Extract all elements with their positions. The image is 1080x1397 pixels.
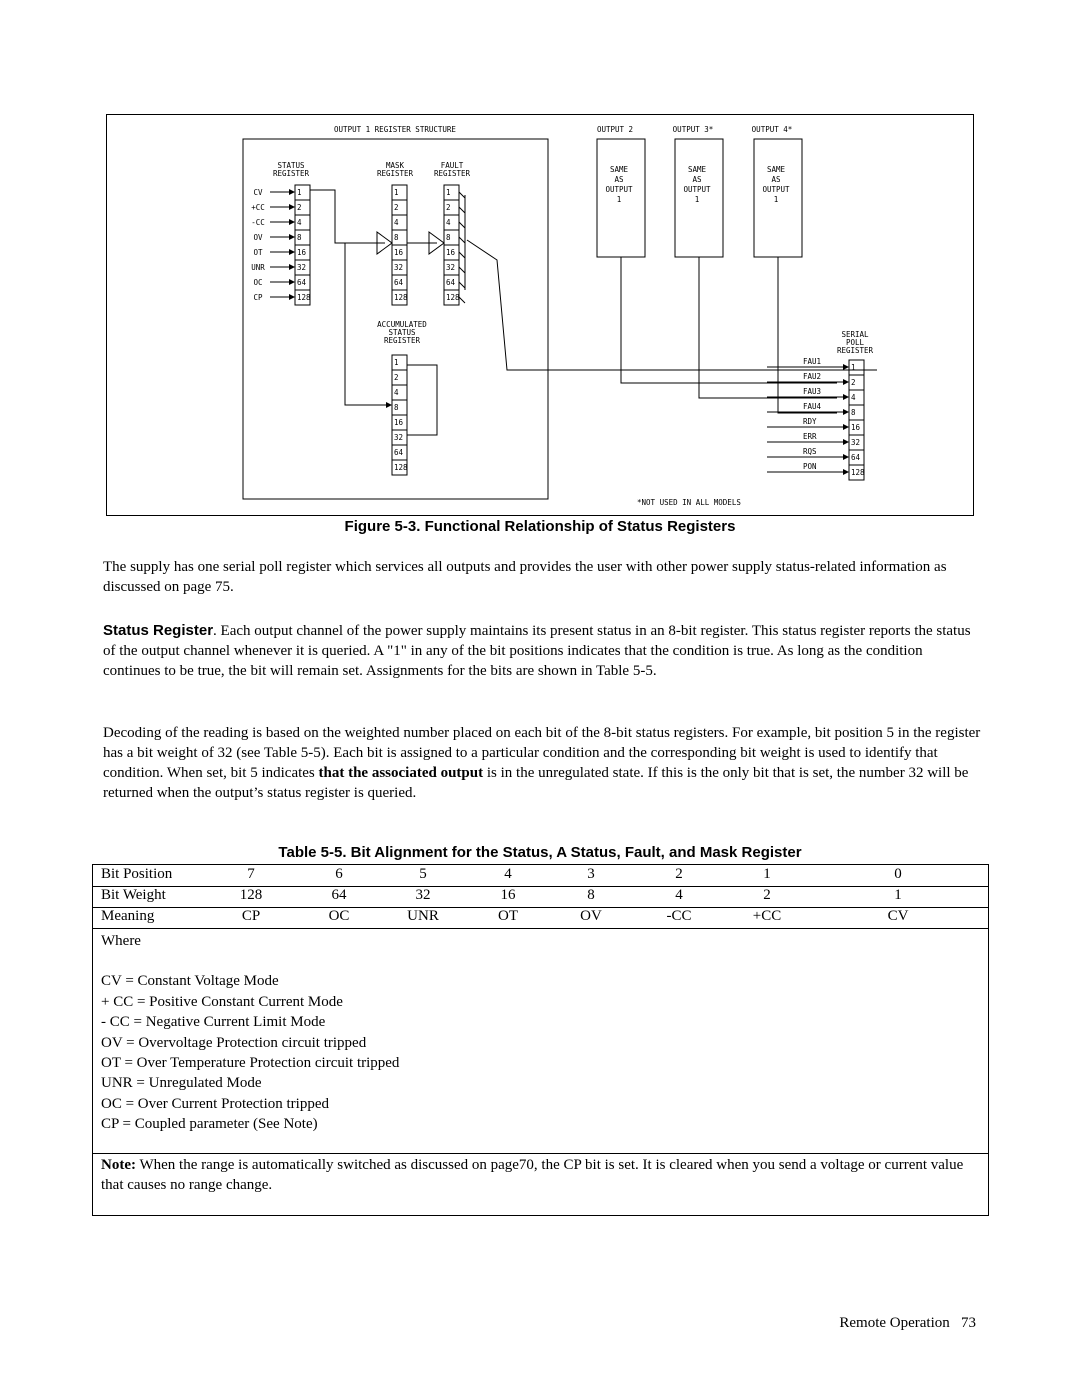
- output-box-text: OUTPUT: [762, 185, 790, 194]
- page-number: 73: [961, 1315, 976, 1331]
- legend-item: UNR = Unregulated Mode: [101, 1075, 262, 1092]
- decoding-text-a: Decoding of the reading is based on the weighted number placed on each bit of the 8-bit status registers. For example, bit position 5 in the register has a bit weight of 32 (see Table 5-5). Each bit is assigned to a particular condition and the corresponding bit weight is used to identify that condition. When set, bit 5 indicates: [103, 725, 981, 781]
- serial-input-arrow: [843, 379, 849, 385]
- status-register-term: Status Register: [103, 622, 214, 639]
- bit-weight: 8: [446, 233, 451, 242]
- output-box-text: SAME: [766, 165, 786, 174]
- serial-bit-weight: 16: [851, 423, 861, 432]
- paragraph-decoding: [103, 723, 983, 803]
- bit-weight: 2: [297, 203, 302, 212]
- register-label: REGISTER: [272, 169, 310, 178]
- register-label: STATUS: [277, 161, 305, 170]
- serial-bit-weight: 64: [851, 453, 861, 462]
- serial-bit-weight: 8: [851, 408, 856, 417]
- bit-weight: 1: [297, 188, 302, 197]
- serial-bit-weight: 32: [851, 438, 861, 447]
- decoding-bold: that the associated output: [318, 765, 484, 781]
- table-cell: 16: [500, 887, 516, 903]
- table-cell: 8: [587, 887, 595, 903]
- fault-tap: [459, 192, 465, 198]
- bit-alignment-table: [92, 864, 989, 1216]
- output-box-text: AS: [614, 175, 624, 184]
- paragraph-serial-poll: The supply has one serial poll register which services all outputs and provides the user with other power supply status-related information as discussed on page 75.: [103, 559, 947, 595]
- serial-input-label: FAU1: [803, 357, 822, 366]
- serial-bit-weight: 4: [851, 393, 856, 402]
- fault-tap: [459, 222, 465, 228]
- serial-input-label: FAU2: [803, 372, 822, 381]
- fault-tap: [459, 267, 465, 273]
- serial-input-arrow: [843, 469, 849, 475]
- table-cell: CV: [887, 908, 909, 924]
- status-input-label: OT: [253, 248, 263, 257]
- table-cell: 2: [675, 866, 683, 882]
- legend-item: + CC = Positive Constant Current Mode: [101, 993, 343, 1010]
- status-input-label: -CC: [251, 218, 265, 227]
- bit-weight: 2: [394, 203, 399, 212]
- status-input-arrow: [289, 189, 295, 195]
- figure-caption: Figure 5-3. Functional Relationship of Status Registers: [344, 518, 736, 535]
- accum-bit-weight: 32: [394, 433, 404, 442]
- legend-item: - CC = Negative Current Limit Mode: [101, 1014, 326, 1031]
- fault-tap: [459, 282, 465, 288]
- paragraph-status-register: [103, 621, 983, 681]
- serial-input-label: RQS: [803, 447, 817, 456]
- serial-input-label: PON: [803, 462, 817, 471]
- bit-weight: 128: [394, 293, 408, 302]
- fault-tap: [459, 297, 465, 303]
- table-cell: 128: [239, 887, 263, 903]
- decoding-text-b: is in the unregulated state. If this is the only bit that is set, the number 32 will be returned when the output’s status register is queried.: [103, 765, 969, 801]
- serial-label: SERIAL: [841, 330, 869, 339]
- table-cell: 3: [587, 866, 595, 882]
- bit-weight: 16: [394, 248, 404, 257]
- note: [101, 1155, 971, 1195]
- diagram-svg: [107, 115, 975, 517]
- table-cell: OV: [580, 908, 602, 924]
- serial-input-arrow: [843, 364, 849, 370]
- note-label: Note:: [101, 1157, 136, 1173]
- serial-input-label: FAU3: [803, 387, 822, 396]
- bit-weight: 2: [446, 203, 451, 212]
- serial-input-label: RDY: [803, 417, 817, 426]
- serial-input-label: ERR: [803, 432, 817, 441]
- row-header: Bit Weight: [101, 887, 166, 903]
- output-label: OUTPUT 4*: [751, 125, 793, 134]
- bit-weight: 32: [297, 263, 307, 272]
- table-title: Table 5-5. Bit Alignment for the Status, A Status, Fault, and Mask Register: [278, 844, 802, 861]
- bit-weight: 32: [394, 263, 404, 272]
- accum-bit-weight: 16: [394, 418, 404, 427]
- table-cell: 5: [419, 866, 427, 882]
- footnote: *NOT USED IN ALL MODELS: [637, 498, 741, 507]
- note-text: When the range is automatically switched as discussed on page70, the CP bit is set. It is cleared when you send a voltage or current value that causes no range change.: [101, 1157, 964, 1193]
- status-register-text: . Each output channel of the power supply maintains its present status in an 8-bit register. This status register reports the status of the output channel whenever it is queried. A "1" in any of the bit positions indicates that the condition is true. As long as the condition continues to be true, the bit will remain set. Assignments for the bits are shown in Table 5-5.: [103, 623, 971, 679]
- bit-weight: 1: [446, 188, 451, 197]
- accum-arrow: [386, 402, 392, 408]
- table-cell: UNR: [407, 908, 439, 924]
- table-cell: 2: [763, 887, 771, 903]
- table-cell: OT: [498, 908, 518, 924]
- serial-input-arrow: [843, 409, 849, 415]
- output-label: OUTPUT 2: [596, 125, 634, 134]
- output-box-text: OUTPUT: [605, 185, 633, 194]
- fault-tap: [459, 237, 465, 243]
- serial-input-arrow: [843, 454, 849, 460]
- serial-input-arrow: [843, 424, 849, 430]
- bit-weight: 8: [394, 233, 399, 242]
- table-cell: 64: [331, 887, 347, 903]
- bit-weight: 64: [394, 278, 404, 287]
- row-header: Meaning: [101, 908, 155, 924]
- serial-input-arrow: [843, 439, 849, 445]
- bit-weight: 8: [297, 233, 302, 242]
- output-box-text: SAME: [609, 165, 629, 174]
- serial-bit-weight: 128: [851, 468, 865, 477]
- table-cell: 6: [335, 866, 343, 882]
- legend-items: [101, 971, 399, 1134]
- accum-bit-weight: 1: [394, 358, 399, 367]
- serial-input-arrow: [843, 394, 849, 400]
- status-input-label: +CC: [251, 203, 265, 212]
- status-input-label: CP: [253, 293, 263, 302]
- output-box-text: SAME: [687, 165, 707, 174]
- status-input-label: OV: [253, 233, 263, 242]
- table-cell: OC: [328, 908, 350, 924]
- bit-weight: 16: [297, 248, 307, 257]
- output-box-text: OUTPUT: [683, 185, 711, 194]
- output-box-text: AS: [771, 175, 781, 184]
- table-row: [93, 907, 988, 929]
- legend-item: CP = Coupled parameter (See Note): [101, 1116, 318, 1133]
- bit-weight: 64: [297, 278, 307, 287]
- page-footer: [839, 1315, 976, 1332]
- status-input-arrow: [289, 204, 295, 210]
- fault-tap: [459, 252, 465, 258]
- serial-label: REGISTER: [836, 346, 874, 355]
- table-row: [93, 865, 988, 887]
- accum-bit-weight: 4: [394, 388, 399, 397]
- status-input-arrow: [289, 294, 295, 300]
- accum-bit-weight: 2: [394, 373, 399, 382]
- table-cell: 1: [894, 887, 902, 903]
- status-input-arrow: [289, 219, 295, 225]
- fault-tap: [459, 207, 465, 213]
- legend-item: OV = Overvoltage Protection circuit tripped: [101, 1034, 367, 1051]
- bit-weight: 32: [446, 263, 456, 272]
- bit-weight: 1: [394, 188, 399, 197]
- status-input-label: CV: [253, 188, 263, 197]
- output-box-text: AS: [692, 175, 702, 184]
- output-box-text: 1: [616, 195, 622, 204]
- fault-to-serial: [467, 240, 877, 370]
- serial-input-label: FAU4: [803, 402, 822, 411]
- table-cell: -CC: [666, 908, 692, 924]
- table-cell: 4: [675, 887, 683, 903]
- output-label: OUTPUT 3*: [672, 125, 714, 134]
- table-row: [93, 886, 988, 908]
- accum-bit-weight: 64: [394, 448, 404, 457]
- legend-item: OT = Over Temperature Protection circuit tripped: [101, 1055, 400, 1072]
- register-label: MASK: [385, 161, 405, 170]
- legend-item: OC = Over Current Protection tripped: [101, 1095, 329, 1112]
- status-input-arrow: [289, 279, 295, 285]
- bit-weight: 128: [446, 293, 460, 302]
- status-input-label: UNR: [251, 263, 265, 272]
- status-to-mask: [310, 190, 385, 243]
- bit-weight: 4: [297, 218, 302, 227]
- bit-weight: 4: [446, 218, 451, 227]
- status-input-arrow: [289, 234, 295, 240]
- footer-section: Remote Operation: [839, 1315, 950, 1331]
- status-input-label: OC: [253, 278, 263, 287]
- accum-label: ACCUMULATED: [377, 320, 427, 329]
- table-cell: 32: [415, 887, 431, 903]
- table-cell: 0: [894, 866, 902, 882]
- table-cell: 1: [763, 866, 771, 882]
- output-box-text: 1: [773, 195, 779, 204]
- status-input-arrow: [289, 249, 295, 255]
- where-label: Where: [101, 933, 141, 949]
- status-input-arrow: [289, 264, 295, 270]
- register-label: FAULT: [440, 161, 464, 170]
- serial-label: POLL: [845, 338, 865, 347]
- note-divider: [93, 1153, 988, 1154]
- legend-item: CV = Constant Voltage Mode: [101, 973, 279, 990]
- accum-label: STATUS: [388, 328, 416, 337]
- serial-bit-weight: 2: [851, 378, 856, 387]
- bit-weight: 128: [297, 293, 311, 302]
- register-label: REGISTER: [433, 169, 471, 178]
- legend: [101, 931, 399, 1135]
- status-register-diagram: [106, 114, 974, 516]
- bit-weight: 64: [446, 278, 456, 287]
- row-header: Bit Position: [101, 866, 173, 882]
- register-label: REGISTER: [376, 169, 414, 178]
- structure-title: OUTPUT 1 REGISTER STRUCTURE: [334, 125, 456, 134]
- table-cell: 4: [504, 866, 512, 882]
- output-box-text: 1: [694, 195, 700, 204]
- accum-label: REGISTER: [383, 336, 421, 345]
- accum-bit-weight: 8: [394, 403, 399, 412]
- table-cell: 7: [247, 866, 255, 882]
- bit-weight: 16: [446, 248, 456, 257]
- table-cell: +CC: [752, 908, 782, 924]
- serial-bit-weight: 1: [851, 363, 856, 372]
- accum-feedback: [407, 365, 437, 435]
- accum-bit-weight: 128: [394, 463, 408, 472]
- table-cell: CP: [241, 908, 261, 924]
- bit-weight: 4: [394, 218, 399, 227]
